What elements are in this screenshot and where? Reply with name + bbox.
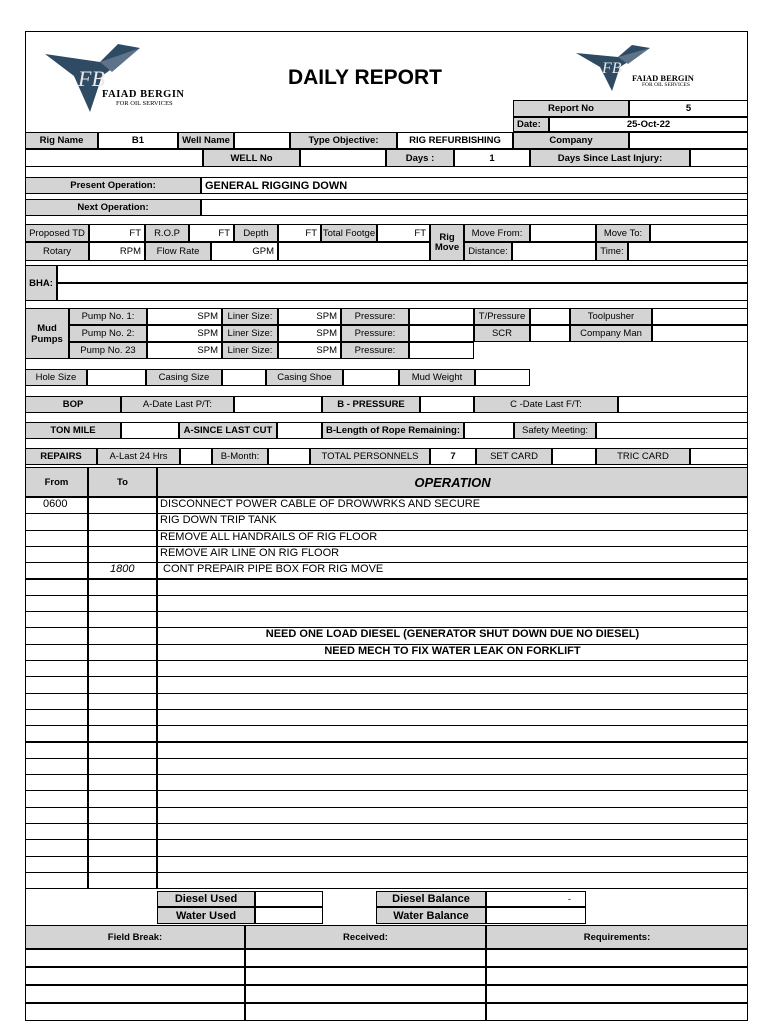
casing-size-label: Casing Size	[146, 369, 222, 386]
pressure-value[interactable]	[409, 342, 474, 359]
type-objective-value[interactable]: RIG REFURBISHING	[397, 132, 513, 149]
flow-rate-unit[interactable]: GPM	[211, 242, 278, 261]
ops-to-cell[interactable]	[88, 758, 157, 775]
pump-label: Pump No. 2:	[69, 325, 147, 342]
ops-to-cell[interactable]	[88, 790, 157, 807]
pressure-value[interactable]	[409, 308, 474, 325]
ops-from-cell[interactable]	[25, 530, 88, 547]
liner-size-label: Liner Size:	[222, 308, 278, 325]
rop-label: R.O.P	[145, 224, 189, 242]
bop-a-value[interactable]	[234, 396, 322, 413]
ops-to-cell[interactable]	[88, 497, 157, 514]
ops-to-cell[interactable]	[88, 530, 157, 547]
rope-remaining-label: B-Length of Rope Remaining:	[322, 422, 464, 439]
ops-note: NEED MECH TO FIX WATER LEAK ON FORKLIFT	[324, 644, 581, 657]
liner-size-spm[interactable]: SPM	[278, 325, 341, 342]
from-header: From	[25, 467, 88, 497]
bop-b-value[interactable]	[420, 396, 474, 413]
ops-from-cell[interactable]	[25, 839, 88, 856]
blank-cell	[278, 242, 430, 261]
pump-extra-value[interactable]	[530, 308, 570, 325]
liner-size-spm[interactable]: SPM	[278, 308, 341, 325]
date-value[interactable]: 25-Oct-22	[549, 117, 748, 132]
field-break-cell[interactable]	[25, 1003, 245, 1021]
move-from-value[interactable]	[530, 224, 596, 242]
ops-description: CONT PREPAIR PIPE BOX FOR RIG MOVE	[163, 563, 384, 576]
flow-rate-label: Flow Rate	[145, 242, 211, 261]
ops-text-cell[interactable]	[157, 676, 748, 693]
requirements-cell[interactable]	[486, 949, 748, 967]
rotary-label: Rotary	[25, 242, 89, 261]
move-to-value[interactable]	[650, 224, 748, 242]
pressure-label: Pressure:	[341, 308, 409, 325]
report-no-label: Report No	[513, 100, 629, 117]
type-objective-label: Type Objective:	[290, 132, 397, 149]
field-break-cell[interactable]	[25, 985, 245, 1003]
pump-spm[interactable]: SPM	[147, 325, 222, 342]
rig-move-label-2: Move	[434, 241, 460, 253]
ops-from-cell[interactable]	[25, 856, 88, 873]
diesel-balance-label: Diesel Balance	[376, 891, 486, 907]
ton-mile-value[interactable]	[121, 422, 179, 439]
requirements-label: Requirements:	[486, 925, 748, 949]
received-label: Received:	[245, 925, 486, 949]
well-name-value[interactable]	[234, 132, 290, 149]
field-break-label: Field Break:	[25, 925, 245, 949]
toolpusher-label: Toolpusher	[570, 308, 652, 325]
ops-from-cell[interactable]	[25, 823, 88, 840]
date-label: Date:	[513, 117, 549, 132]
mud-weight-value[interactable]	[475, 369, 530, 386]
pump-spm[interactable]: SPM	[147, 308, 222, 325]
depth-label: Depth	[234, 224, 278, 242]
ops-from-cell[interactable]	[25, 676, 88, 693]
rig-name-value[interactable]: B1	[98, 132, 178, 149]
water-balance-label: Water Balance	[376, 907, 486, 924]
since-last-cut-value[interactable]	[277, 422, 322, 439]
ops-text-cell[interactable]	[157, 872, 748, 889]
ops-from-cell[interactable]	[25, 660, 88, 677]
ops-from-cell[interactable]	[25, 562, 88, 579]
ops-to-cell[interactable]	[88, 546, 157, 563]
time-label: Time:	[596, 242, 628, 261]
ton-mile-label: TON MILE	[25, 422, 121, 439]
pump-extra-value[interactable]	[652, 308, 748, 325]
ops-to-cell[interactable]	[88, 579, 157, 596]
ops-to-cell[interactable]	[88, 611, 157, 628]
ops-from-cell[interactable]	[25, 790, 88, 807]
ops-to-cell[interactable]	[88, 627, 157, 644]
field-break-cell[interactable]	[25, 949, 245, 967]
ops-to-cell[interactable]	[88, 709, 157, 726]
company-man-label: Company Man	[570, 325, 652, 342]
water-used-value[interactable]	[255, 907, 323, 924]
ops-from-cell[interactable]	[25, 595, 88, 612]
ops-from-cell[interactable]	[25, 579, 88, 596]
ops-from-cell[interactable]	[25, 513, 88, 530]
requirements-cell[interactable]	[486, 985, 748, 1003]
ops-note: NEED ONE LOAD DIESEL (GENERATOR SHUT DOWN DUE NO DIESEL)	[265, 628, 640, 641]
ops-to-cell[interactable]	[88, 513, 157, 530]
ops-description: REMOVE AIR LINE ON RIG FLOOR	[160, 546, 340, 559]
casing-shoe-value[interactable]	[343, 369, 399, 386]
mud-pumps-label-2: Pumps	[31, 333, 63, 345]
ops-to-cell[interactable]	[88, 676, 157, 693]
pump-label: Pump No. 1:	[69, 308, 147, 325]
ops-text-cell[interactable]	[157, 660, 748, 677]
rope-remaining-value[interactable]	[464, 422, 514, 439]
company-value[interactable]	[629, 132, 748, 149]
repairs-b-label: B-Month:	[212, 448, 268, 465]
bha-line-2[interactable]	[57, 283, 748, 301]
set-card-label: SET CARD	[476, 448, 552, 465]
ops-from-cell[interactable]	[25, 627, 88, 644]
pressure-label: Pressure:	[341, 342, 409, 359]
company-logo-right	[574, 43, 724, 93]
diesel-balance-value[interactable]: -	[486, 891, 586, 907]
ops-from-cell[interactable]	[25, 807, 88, 824]
scr-label: SCR	[474, 325, 530, 342]
repairs-b-value[interactable]	[268, 448, 310, 465]
rig-move-label-1: Rig	[439, 231, 455, 243]
present-operation-value[interactable]: GENERAL RIGGING DOWN	[201, 177, 748, 194]
safety-meeting-label: Safety Meeting:	[514, 422, 596, 439]
ops-from-cell[interactable]	[25, 758, 88, 775]
diesel-used-value[interactable]	[255, 891, 323, 907]
days-label: Days :	[386, 149, 454, 167]
svg-text:FB: FB	[602, 60, 622, 77]
ops-text-cell[interactable]	[157, 709, 748, 726]
field-break-cell[interactable]	[25, 967, 245, 985]
repairs-a-label: A-Last 24 Hrs	[97, 448, 180, 465]
ops-to-cell[interactable]	[88, 660, 157, 677]
ops-from-cell[interactable]	[25, 546, 88, 563]
requirements-cell[interactable]	[486, 967, 748, 985]
ops-to-cell[interactable]	[88, 823, 157, 840]
pump-extra-value[interactable]	[652, 325, 748, 342]
distance-value[interactable]	[512, 242, 596, 261]
liner-size-label: Liner Size:	[222, 342, 278, 359]
ops-text-cell[interactable]	[157, 823, 748, 840]
ops-description: DISCONNECT POWER CABLE OF DROWWRKS AND SECURE	[160, 498, 481, 510]
ops-text-cell[interactable]	[157, 579, 748, 596]
ops-from-cell[interactable]	[25, 611, 88, 628]
ops-text-cell[interactable]	[157, 742, 748, 759]
casing-size-value[interactable]	[222, 369, 266, 386]
ops-to-cell[interactable]	[88, 595, 157, 612]
rotary-unit[interactable]: RPM	[89, 242, 145, 261]
company-sub: FOR OIL SERVICES	[116, 100, 173, 107]
move-from-label: Move From:	[464, 224, 530, 242]
casing-shoe-label: Casing Shoe	[266, 369, 343, 386]
liner-size-label: Liner Size:	[222, 325, 278, 342]
page-title: DAILY REPORT	[287, 66, 443, 89]
ops-text-cell[interactable]	[157, 725, 748, 742]
ops-from-cell[interactable]	[25, 742, 88, 759]
svg-text:FB: FB	[78, 66, 105, 91]
ops-from-cell[interactable]	[25, 725, 88, 742]
water-used-label: Water Used	[157, 907, 255, 924]
company-name: FAIAD BERGIN	[102, 89, 185, 100]
bop-c-value[interactable]	[618, 396, 748, 413]
liner-size-spm[interactable]: SPM	[278, 342, 341, 359]
company-name-right: FAIAD BERGIN	[632, 73, 694, 83]
ops-from-cell[interactable]	[25, 709, 88, 726]
rop-unit[interactable]: FT	[189, 224, 234, 242]
hole-size-value[interactable]	[87, 369, 146, 386]
operation-header: OPERATION	[157, 467, 748, 497]
ops-to-cell[interactable]	[88, 872, 157, 889]
ops-from-cell[interactable]	[25, 774, 88, 791]
safety-meeting-value[interactable]	[596, 422, 748, 439]
ops-from-cell[interactable]	[25, 872, 88, 889]
mud-pumps-label-1: Mud	[37, 322, 57, 334]
ops-from: 0600	[43, 498, 68, 510]
tric-card-label: TRIC CARD	[596, 448, 690, 465]
ops-to-cell[interactable]	[88, 693, 157, 710]
ops-text-cell[interactable]	[157, 595, 748, 612]
pressure-value[interactable]	[409, 325, 474, 342]
total-personnel-value[interactable]: 7	[430, 448, 476, 465]
blank-cell	[25, 149, 203, 167]
ops-description: RIG DOWN TRIP TANK	[160, 514, 277, 527]
ops-text-cell[interactable]	[157, 807, 748, 824]
diesel-used-label: Diesel Used	[157, 891, 255, 907]
company-label: Company	[513, 132, 629, 149]
ops-to-cell[interactable]	[88, 774, 157, 791]
ops-description: REMOVE ALL HANDRAILS OF RIG FLOOR	[160, 530, 378, 543]
well-name-label: Well Name	[178, 132, 234, 149]
total-footage-unit[interactable]: FT	[377, 224, 430, 242]
bop-a-label: A-Date Last P/T:	[121, 396, 234, 413]
ops-text-cell[interactable]	[157, 611, 748, 628]
move-to-label: Move To:	[596, 224, 650, 242]
hole-size-label: Hole Size	[25, 369, 87, 386]
time-value[interactable]	[628, 242, 748, 261]
ops-to-cell[interactable]	[88, 742, 157, 759]
well-no-label: WELL No	[203, 149, 300, 167]
ops-to-cell[interactable]	[88, 839, 157, 856]
bop-b-label: B - PRESSURE	[322, 396, 420, 413]
depth-unit[interactable]: FT	[278, 224, 321, 242]
received-cell[interactable]	[245, 985, 486, 1003]
days-since-injury-label: Days Since Last Injury:	[530, 149, 690, 167]
next-operation-value[interactable]	[201, 199, 748, 216]
ops-text-cell[interactable]	[157, 839, 748, 856]
proposed-td-label: Proposed TD	[25, 224, 89, 242]
tric-card-value[interactable]	[690, 448, 748, 465]
repairs-a-value[interactable]	[180, 448, 212, 465]
received-cell[interactable]	[245, 967, 486, 985]
distance-label: Distance:	[464, 242, 512, 261]
ops-to-cell[interactable]	[88, 644, 157, 661]
received-cell[interactable]	[245, 1003, 486, 1021]
bop-label: BOP	[25, 396, 121, 413]
bha-label: BHA:	[25, 265, 57, 301]
company-sub-right: FOR OIL SERVICES	[642, 82, 690, 88]
bop-c-label: C -Date Last F/T:	[474, 396, 618, 413]
ops-to-cell[interactable]	[88, 725, 157, 742]
proposed-td-unit[interactable]: FT	[89, 224, 145, 242]
requirements-cell[interactable]	[486, 1003, 748, 1021]
ops-to-cell[interactable]	[88, 807, 157, 824]
company-logo-left	[40, 42, 220, 112]
mud-weight-label: Mud Weight	[399, 369, 475, 386]
since-last-cut-label: A-SINCE LAST CUT	[179, 422, 277, 439]
pump-spm[interactable]: SPM	[147, 342, 222, 359]
days-value[interactable]: 1	[454, 149, 530, 167]
to-header: To	[88, 467, 157, 497]
total-personnel-label: TOTAL PERSONNELS	[310, 448, 430, 465]
rig-move-label	[430, 224, 464, 261]
days-since-injury-value[interactable]	[690, 149, 748, 167]
pump-extra-value[interactable]	[530, 325, 570, 342]
received-cell[interactable]	[245, 949, 486, 967]
ops-to-cell[interactable]	[88, 856, 157, 873]
mud-pumps-label	[25, 308, 69, 359]
ops-text-cell[interactable]	[157, 758, 748, 775]
ops-text-cell[interactable]	[157, 856, 748, 873]
total-footage-label: Total Footge	[321, 224, 377, 242]
pressure-label: Pressure:	[341, 325, 409, 342]
bha-line-1[interactable]	[57, 265, 748, 283]
ops-text-cell[interactable]	[157, 693, 748, 710]
ops-to: 1800	[110, 563, 135, 576]
ops-text-cell[interactable]	[157, 774, 748, 791]
t-pressure-label: T/Pressure	[474, 308, 530, 325]
ops-from-cell[interactable]	[25, 693, 88, 710]
report-no-value[interactable]: 5	[629, 100, 748, 117]
pump-label: Pump No. 23	[69, 342, 147, 359]
water-balance-value[interactable]	[486, 907, 586, 924]
well-no-value[interactable]	[300, 149, 386, 167]
set-card-value[interactable]	[552, 448, 596, 465]
next-operation-label: Next Operation:	[25, 199, 201, 216]
repairs-label: REPAIRS	[25, 448, 97, 465]
present-operation-label: Present Operation:	[25, 177, 201, 194]
rig-name-label: Rig Name	[25, 132, 98, 149]
ops-from-cell[interactable]	[25, 644, 88, 661]
ops-text-cell[interactable]	[157, 790, 748, 807]
